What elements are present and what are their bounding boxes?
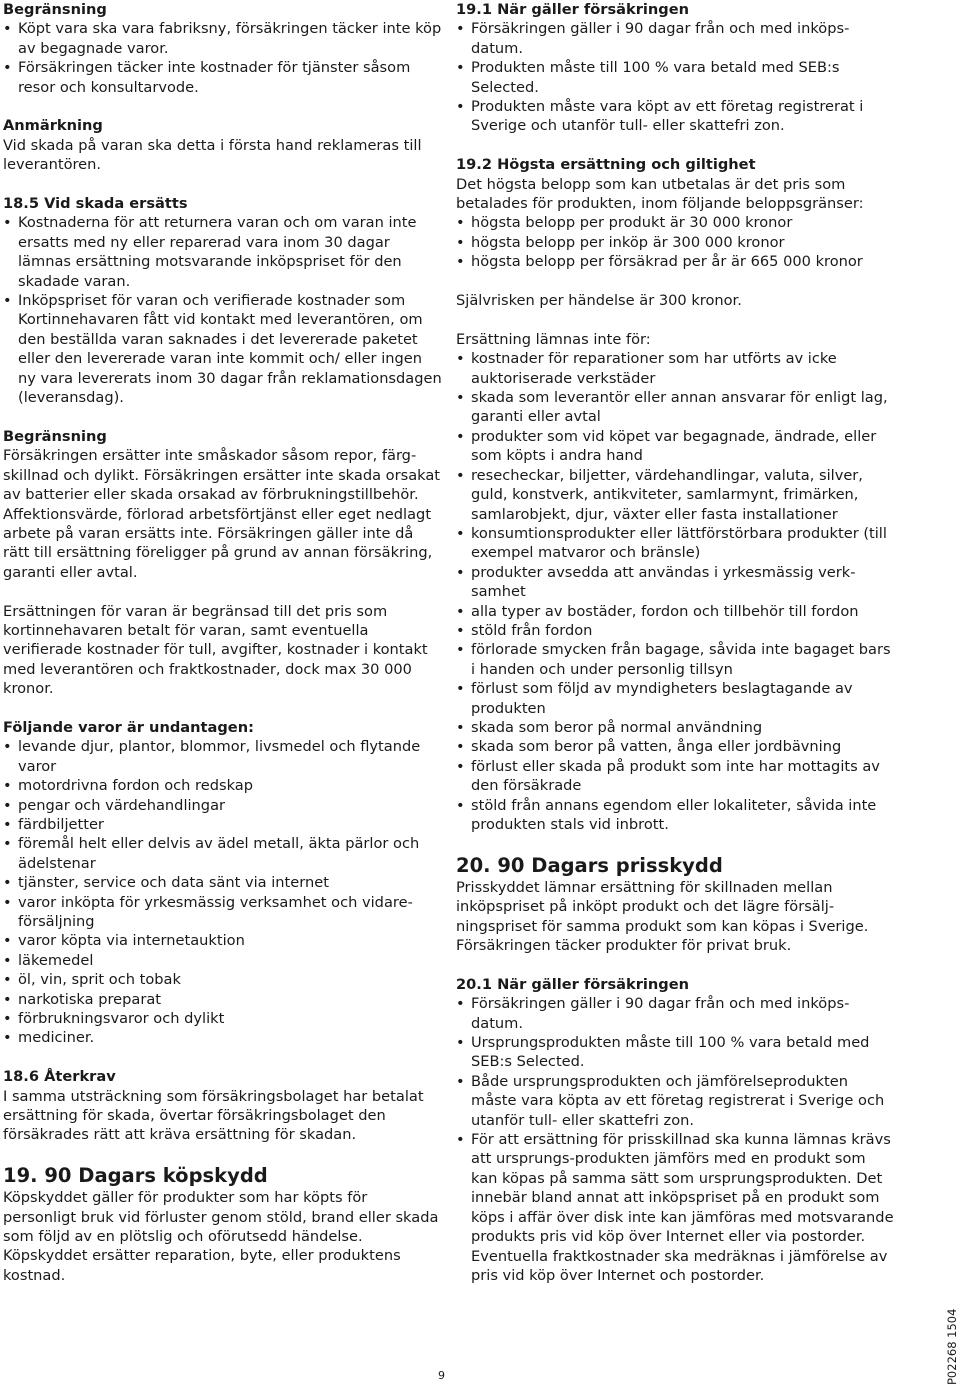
section-heading: Begränsning [3,1,107,18]
list-item: • förbrukningsvaror och dylikt [3,1009,443,1028]
list-item: • Försäkringen gäller i 90 dagar från och med inköpsdatum. [456,994,896,1033]
bullet-list [3,737,443,1048]
section-heading: 20.1 När gäller försäkringen [456,975,690,993]
list-item: • skada som beror på normal användning [456,718,896,737]
list-item: • förlust eller skada på produkt som inte har mottagits av den försäkrade [456,757,896,796]
list-item: • konsumtionsprodukter eller lättförstörbara produkter (till exempel matvaror och bränsle) [456,524,896,563]
list-item: • Produkten måste till 100 % vara betald med SEB:s Selected. [456,58,896,97]
list-item: • Produkten måste vara köpt av ett företag registrerat i Sverige och utanför tull- eller skattefri zon. [456,97,896,136]
section-heading: Anmärkning [3,117,103,135]
list-item: • färdbiljetter [3,815,443,834]
bullet-list [456,349,896,834]
bullet-list [456,994,896,1285]
section-heading: 19.1 När gäller försäkringen [456,1,690,18]
chapter-heading: 20. 90 Dagars prisskydd [456,853,723,877]
list-item: • Inköpspriset för varan och verifierade kostnader som Kortinnehavaren fått vid kontakt med leverantören, om den beställda varan saknades i det levererade paketet eller den levererade varan inte kommit och/ eller ingen ny vara levererats inom 30 dagar från reklamationsdagen (leveransdag). [3,291,443,407]
list-item: • levande djur, plantor, blommor, livsmedel och flytande varor [3,737,443,776]
list-item: • föremål helt eller delvis av ädel metall, äkta pärlor och ädelstenar [3,834,443,873]
section-heading: 19.2 Högsta ersättning och giltighet [456,156,756,174]
list-item: • resecheckar, biljetter, värdehandlingar, valuta, silver, guld, konstverk, antikviteter, samlarmynt, frimärken, samlarobjekt, djur, växter eller fasta installationer [456,466,896,524]
list-item: • Ursprungsprodukten måste till 100 % vara betald med SEB:s Selected. [456,1033,896,1072]
section-heading: 18.5 Vid skada ersätts [3,195,188,213]
paragraph: Prisskyddet lämnar ersättning för skillnaden mellan inköpspriset på inköpt produkt och det lägre försäljningspriset för samma produkt som kan köpas i Sverige. Försäkringen täcker produkter för privat bruk. [456,878,869,955]
paragraph: Försäkringen ersätter inte småskador såsom repor, färgskillnad och dylikt. Försäkringen ersätter inte skada orsakat av batterier eller skada orsakad av förbrukningstillbehör. Affektionsvärde, förlorad arbetsförtjänst eller eget nedlagt arbete på varan ersätts inte. Försäkringen gäller inte då rätt till ersättning föreligger på grund av annan försäkring, garanti eller avtal. [3,447,440,581]
list-item: • läkemedel [3,951,443,970]
left-column [3,0,443,1285]
list-item: • förlust som följd av myndigheters beslagtagande av produkten [456,679,896,718]
list-item: • kostnader för reparationer som har utförts av icke auktoriserade verkstäder [456,349,896,388]
list-item: • produkter avsedda att användas i yrkesmässig verksamhet [456,563,896,602]
right-column [456,0,896,1285]
list-item: • pengar och värdehandlingar [3,796,443,815]
list-item: • varor köpta via internetauktion [3,931,443,950]
document-code: P02268 1504 [945,1308,959,1385]
paragraph: Köpskyddet gäller för produkter som har köpts för personligt bruk vid förluster genom stöld, brand eller skada som följd av en plötslig och oförutsedd händelse. Köpskyddet ersätter reparation, byte, eller produktens kostnad. [3,1189,439,1284]
section-heading: 18.6 Återkrav [3,1068,116,1086]
paragraph: Ersättningen för varan är begränsad till det pris som kortinnehavaren betalt för varan, samt eventuella verifierade kostnader för tull, avgifter, kostnader i kontakt med leverantören och fraktkostnader, dock max 30 000 kronor. [3,602,428,698]
page-number: 9 [438,1369,445,1382]
list-item: • Försäkringen täcker inte kostnader för tjänster såsom resor och konsultarvode. [3,58,443,97]
list-item: • stöld från annans egendom eller lokaliteter, såvida inte produkten stals vid inbrott. [456,796,896,835]
list-item: • varor inköpta för yrkesmässig verksamhet och vidareförsäljning [3,893,443,932]
section-heading: Begränsning [3,427,107,445]
list-item: • stöld från fordon [456,621,896,640]
paragraph: Vid skada på varan ska detta i första hand reklameras till leverantören. [3,136,422,174]
list-item: • alla typer av bostäder, fordon och tillbehör till fordon [456,602,896,621]
list-item: • mediciner. [3,1028,443,1047]
paragraph: Det högsta belopp som kan utbetalas är det pris som betalades för produkten, inom följande beloppsgränser: [456,175,864,213]
list-item: • Köpt vara ska vara fabriksny, försäkringen täcker inte köp av begagnade varor. [3,19,443,58]
list-item: • Försäkringen gäller i 90 dagar från och med inköpsdatum. [456,19,896,58]
list-item: • narkotiska preparat [3,990,443,1009]
bullet-list [456,213,896,271]
list-item: • tjänster, service och data sänt via internet [3,873,443,892]
list-item: • motordrivna fordon och redskap [3,776,443,795]
bullet-list [3,19,443,97]
list-item: • öl, vin, sprit och tobak [3,970,443,989]
paragraph: Självrisken per händelse är 300 kronor. [456,292,742,310]
list-item: • högsta belopp per produkt är 30 000 kronor [456,213,896,232]
list-item: • För att ersättning för prisskillnad ska kunna lämnas krävs att ursprungs-produkten jämförs med en produkt som kan köpas på samma sätt som ursprungsprodukten. Det innebär bland annat att inköpspriset på en produkt som köps i affär över disk inte kan jämföras med motsvarande produkts pris vid köp över Internet eller via postorder. Eventuella fraktkostnader ska medräknas i jämförelse av pris vid köp över Internet och postorder. [456,1130,896,1285]
list-item: • skada som beror på vatten, ånga eller jordbävning [456,737,896,756]
paragraph: I samma utsträckning som försäkringsbolaget har betalat ersättning för skada, övertar försäkringsbolaget den försäkrades rätt att kräva ersättning för skadan. [3,1087,424,1144]
list-item: • förlorade smycken från bagage, såvida inte bagaget bars i handen och under personlig tillsyn [456,640,896,679]
list-item: • produkter som vid köpet var begagnade, ändrade, eller som köpts i andra hand [456,427,896,466]
list-item: • högsta belopp per inköp är 300 000 kronor [456,233,896,252]
list-item: • Både ursprungsprodukten och jämförelseprodukten måste vara köpta av ett företag registrerat i Sverige och utanför tull- eller skattefri zon. [456,1072,896,1130]
list-item: • skada som leverantör eller annan ansvarar för enligt lag, garanti eller avtal [456,388,896,427]
paragraph: Ersättning lämnas inte för: [456,330,651,348]
chapter-heading: 19. 90 Dagars köpskydd [3,1164,268,1188]
list-item: • Kostnaderna för att returnera varan och om varan inte ersatts med ny eller reparerad vara inom 30 dagar lämnas ersättning motsvarande inköpspriset för den skadade varan. [3,213,443,291]
bullet-list [456,19,896,135]
section-heading: Följande varor är undantagen: [3,718,254,736]
bullet-list [3,213,443,407]
list-item: • högsta belopp per försäkrad per år är 665 000 kronor [456,252,896,271]
